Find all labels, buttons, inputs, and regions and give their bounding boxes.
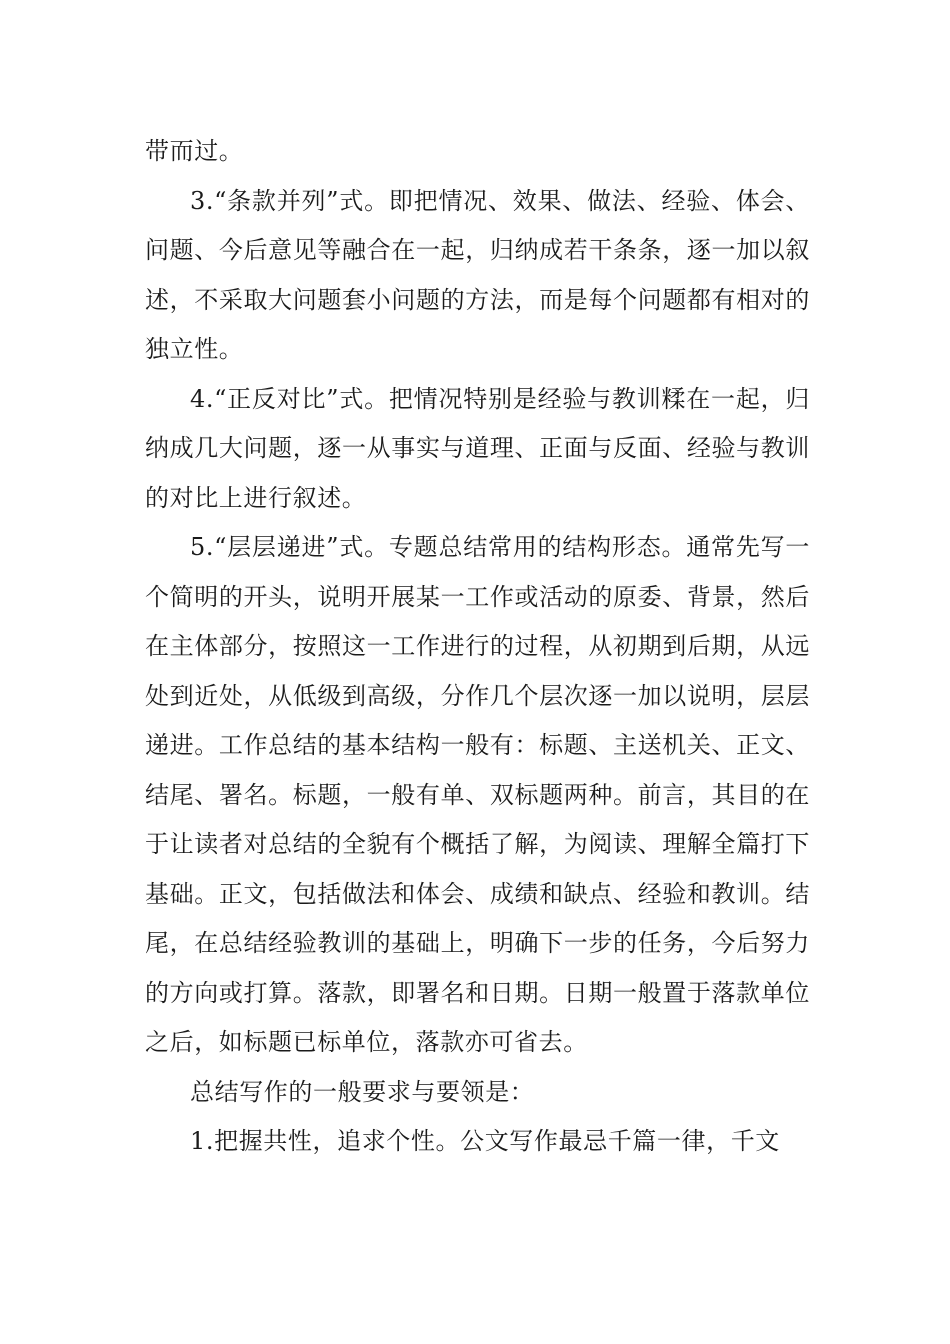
- paragraph-item-4-positive-negative-contrast: 4.“正反对比”式。把情况特别是经验与教训糅在一起，归纳成几大问题，逐一从事实与道理、正面与反面、经验与教训的对比上进行叙述。: [145, 384, 810, 512]
- paragraph-continuation: 带而过。: [145, 137, 244, 165]
- paragraph-requirement-1: 1.把握共性，追求个性。公文写作最忌千篇一律，千文: [190, 1127, 780, 1155]
- paragraph-item-3-clause-parallel: 3.“条款并列”式。即把情况、效果、做法、经验、体会、问题、今后意见等融合在一起，归纳成若干条条，逐一加以叙述，不采取大问题套小问题的方法，而是每个问题都有相对的独立性。: [145, 186, 810, 363]
- paragraph-item-5-progressive-layers: 5.“层层递进”式。专题总结常用的结构形态。通常先写一个简明的开头，说明开展某一工作或活动的原委、背景，然后在主体部分，按照这一工作进行的过程，从初期到后期，从远处到近处，从低级到高级，分作几个层次逐一加以说明，层层递进。工作总结的基本结构一般有：标题、主送机关、正文、结尾、署名。标题，一般有单、双标题两种。前言，其目的在于让读者对总结的全貌有个概括了解，为阅读、理解全篇打下基础。正文，包括做法和体会、成绩和缺点、经验和教训。结尾，在总结经验教训的基础上，明确下一步的任务，今后努力的方向或打算。落款，即署名和日期。日期一般置于落款单位之后，如标题已标单位，落款亦可省去。: [145, 533, 810, 1056]
- document-body: [145, 127, 810, 1167]
- paragraph-writing-requirements-intro: 总结写作的一般要求与要领是：: [190, 1077, 535, 1106]
